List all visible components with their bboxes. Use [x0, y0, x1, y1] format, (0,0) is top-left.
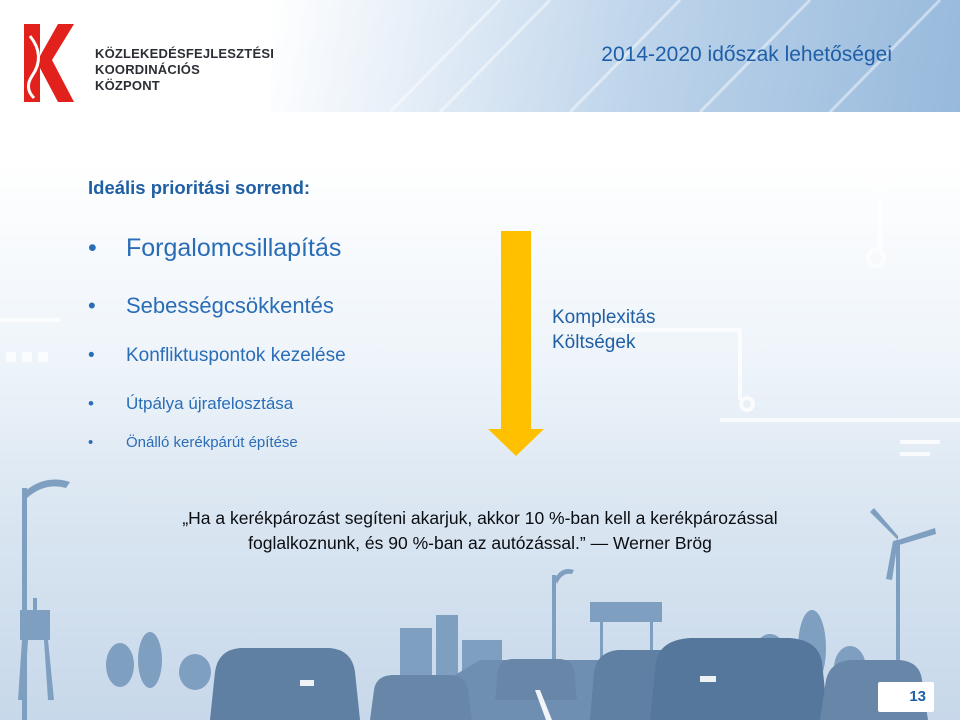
arrow-labels — [552, 305, 656, 355]
bullet-icon: • — [88, 345, 95, 366]
costs-label: Költségek — [552, 332, 636, 353]
priority-item-4 — [88, 394, 448, 418]
logo-mark — [18, 20, 78, 106]
bullet-icon: • — [88, 234, 97, 262]
priority-heading: Ideális prioritási sorrend: — [88, 177, 311, 198]
header — [0, 0, 960, 112]
priority-item-label: Útpálya újrafelosztása — [126, 394, 294, 413]
logo-text — [95, 46, 274, 94]
priority-item-label: Sebességcsökkentés — [126, 293, 334, 318]
priority-item-5 — [88, 434, 448, 456]
priority-arrow — [488, 231, 544, 456]
priority-item-3 — [88, 345, 448, 371]
quote-line-2: foglalkoznunk, és 90 %-ban az autózással.” — Werner Brög — [248, 533, 712, 553]
quote-line-1: „Ha a kerékpározást segíteni akarjuk, akkor 10 %-ban kell a kerékpározással — [182, 508, 778, 528]
priority-item-label: Önálló kerékpárút építése — [126, 434, 298, 451]
logo-line-2: KOORDINÁCIÓS — [95, 62, 200, 77]
priority-item-2 — [88, 293, 448, 323]
priority-item-1 — [88, 234, 448, 266]
page-number: 13 — [878, 682, 934, 712]
quote — [0, 506, 960, 556]
bullet-icon: • — [88, 434, 94, 451]
logo-line-3: KÖZPONT — [95, 78, 160, 93]
priority-item-label: Konfliktuspontok kezelése — [126, 345, 346, 366]
logo-line-1: KÖZLEKEDÉSFEJLESZTÉSI — [95, 46, 275, 61]
complexity-label: Komplexitás — [552, 307, 656, 328]
priority-item-label: Forgalomcsillapítás — [126, 234, 342, 262]
bullet-icon: • — [88, 394, 94, 413]
slide-title: 2014-2020 időszak lehetőségei — [601, 43, 892, 66]
bullet-icon: • — [88, 293, 96, 318]
kkk-logo — [18, 20, 288, 110]
